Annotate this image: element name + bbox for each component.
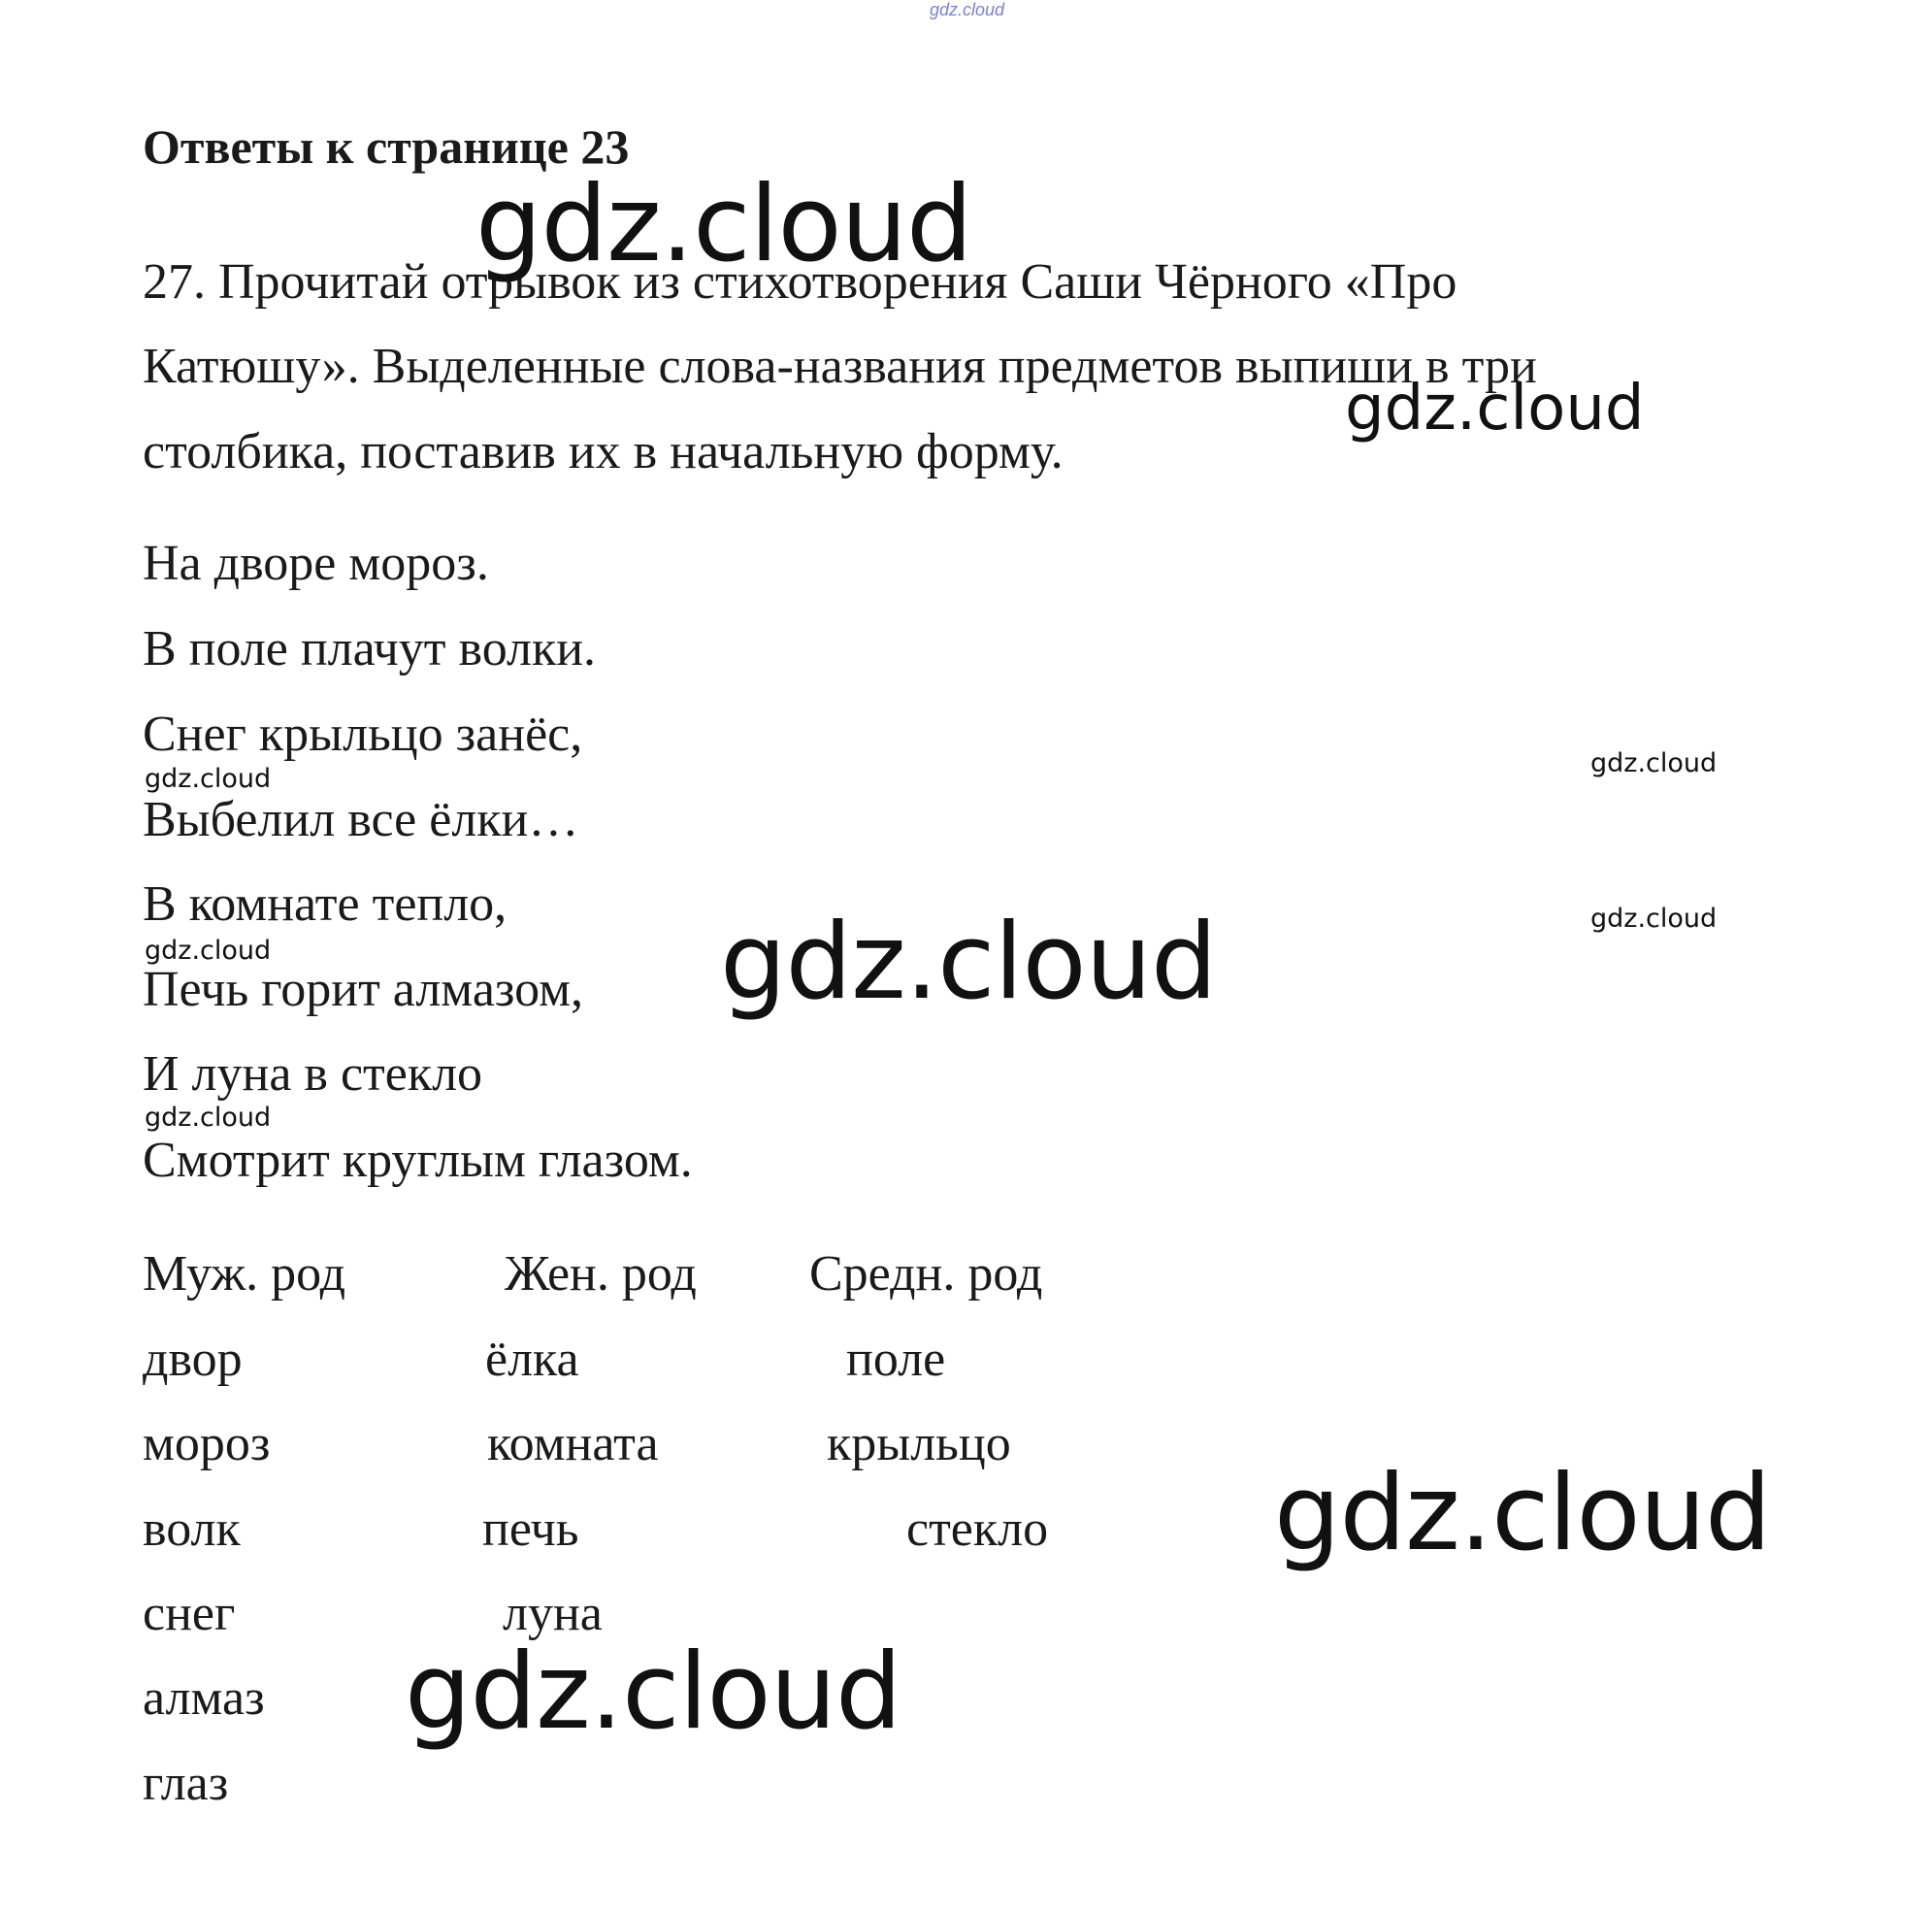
- column-header-masculine: Муж. род: [143, 1246, 346, 1302]
- feminine-word: ёлка: [485, 1332, 579, 1387]
- watermark: gdz.cloud: [720, 902, 1217, 1023]
- feminine-word: луна: [503, 1586, 603, 1641]
- poem-line: Смотрит круглым глазом.: [143, 1133, 693, 1188]
- watermark: gdz.cloud: [145, 936, 272, 966]
- neuter-word: стекло: [906, 1501, 1049, 1557]
- watermark: gdz.cloud: [1274, 1453, 1771, 1574]
- poem-line: На дворе мороз.: [143, 536, 489, 591]
- watermark: gdz.cloud: [1590, 748, 1718, 778]
- feminine-word: комната: [487, 1416, 659, 1471]
- poem-line: Печь горит алмазом,: [143, 962, 584, 1017]
- poem-line: Снег крыльцо занёс,: [143, 707, 583, 762]
- masculine-word: волк: [143, 1501, 241, 1557]
- neuter-word: крыльцо: [827, 1416, 1011, 1471]
- masculine-word: снег: [143, 1586, 236, 1641]
- neuter-word: поле: [846, 1332, 946, 1387]
- poem-line: Выбелил все ёлки…: [143, 792, 579, 847]
- watermark: gdz.cloud: [145, 764, 272, 794]
- watermark: gdz.cloud: [1345, 373, 1645, 445]
- watermark: gdz.cloud: [145, 1103, 272, 1133]
- column-header-feminine: Жен. род: [505, 1246, 697, 1302]
- poem-line: В комнате тепло,: [143, 876, 508, 932]
- watermark: gdz.cloud: [1590, 904, 1718, 934]
- column-header-neuter: Средн. род: [809, 1246, 1043, 1302]
- masculine-word: глаз: [143, 1756, 229, 1811]
- masculine-word: двор: [143, 1332, 243, 1387]
- task-line-1: 27. Прочитай отрывок из стихотворения Саши Чёрного «Про: [143, 254, 1457, 310]
- watermark: gdz.cloud: [475, 164, 972, 285]
- masculine-word: алмаз: [143, 1670, 265, 1726]
- task-line-2: Катюшу». Выделенные слова-названия предметов выпиши в три: [143, 339, 1537, 394]
- poem-line: В поле плачут волки.: [143, 621, 597, 676]
- feminine-word: печь: [482, 1501, 579, 1557]
- poem-line: И луна в стекло: [143, 1046, 483, 1102]
- task-line-3: столбика, поставив их в начальную форму.: [143, 424, 1064, 479]
- masculine-word: мороз: [143, 1416, 271, 1471]
- top-watermark: gdz.cloud: [930, 0, 1005, 19]
- watermark: gdz.cloud: [405, 1632, 901, 1753]
- page-title: Ответы к странице 23: [143, 119, 630, 174]
